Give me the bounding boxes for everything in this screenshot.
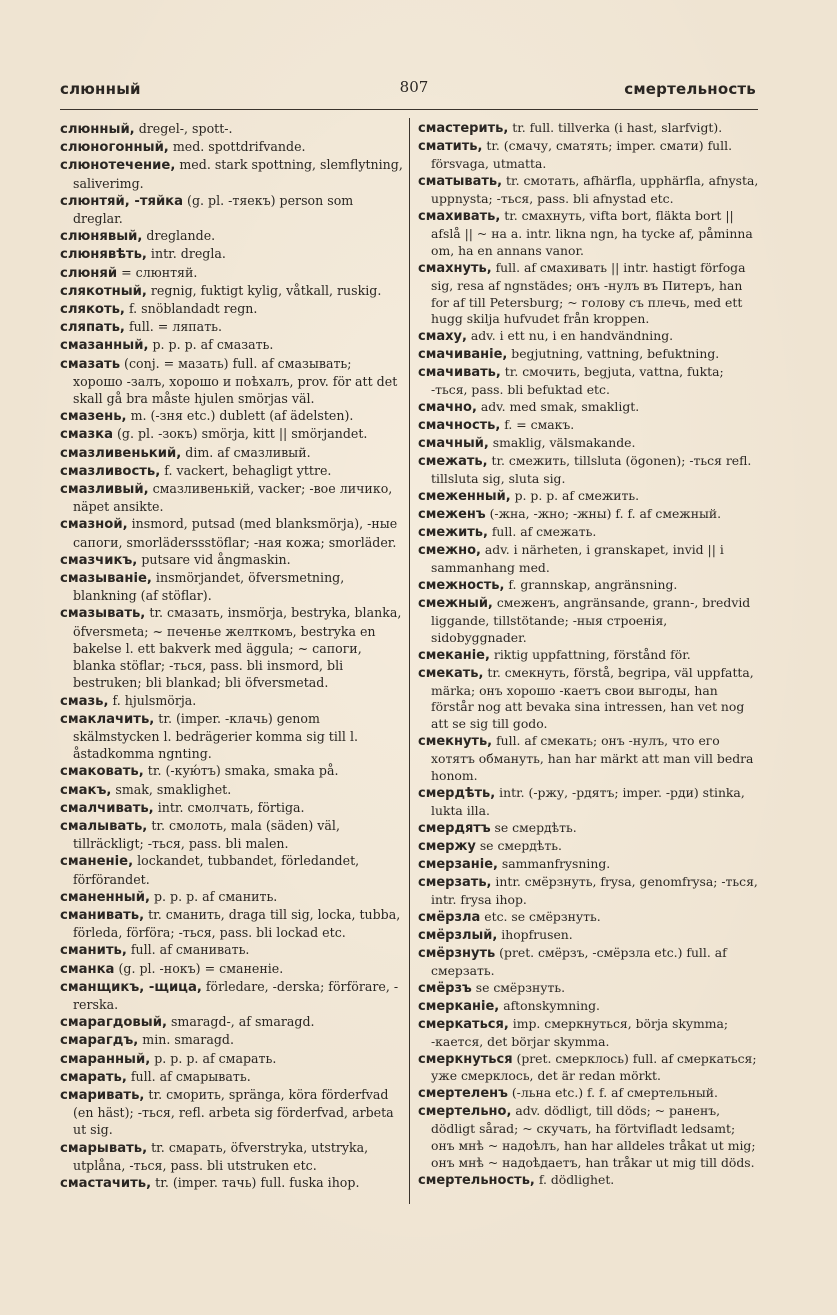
entry-headword: смёрзла (418, 909, 481, 925)
entry-headword: смазливый, (60, 482, 149, 498)
entry-headword: смачивать, (418, 365, 501, 381)
entry-definition: tr. смотать, afhärfla, upphärfla, afnysta, uppnysta; -ться, pass. bli afnystad etc. (431, 172, 759, 206)
entry-headword: смеженный, (418, 489, 511, 505)
entry-headword: смежно, (418, 542, 481, 558)
entry-definition: tr. (imper. -клачь) genom skälmstycken l. bedrägerier komma sig till l. åstadkomma ngnting. (73, 710, 358, 762)
dictionary-entry (60, 444, 403, 462)
dictionary-entry (418, 665, 759, 734)
entry-headword: смазанный, (60, 338, 149, 354)
entry-definition: tr. смекнуть, förstå, begripa, väl uppfatta, märka; онъ хорошо -каетъ свои выгоды, han förstår nog att bevaka sina intressen, han vet nog att se sig till godo. (431, 664, 754, 732)
dictionary-entry (60, 941, 403, 959)
entry-headword: смачно, (418, 400, 477, 416)
entry-definition: (pret. смёрзъ, -смёрзла etc.) full. af смерзать. (431, 944, 727, 978)
entry-headword: смеркаться, (418, 1016, 509, 1032)
entry-headword: сманщикъ, -щица, (60, 979, 202, 995)
entry-definition: med. stark spottning, slemflytning, saliverimg. (73, 157, 403, 191)
entry-definition: insmörjandet, öfversmetning, blankning (af stöflar). (73, 570, 345, 604)
entry-definition: intr. (-ржу, -рдятъ; imper. -рди) stinka, lukta illa. (431, 785, 745, 819)
entry-definition: смазливенькій, vacker; -вое личико, näpet ansikte. (73, 481, 393, 515)
dictionary-entry (418, 733, 759, 785)
dictionary-entry (418, 364, 759, 399)
entry-definition: etc. se смёрзнуть. (480, 908, 601, 924)
dictionary-entry (60, 799, 403, 817)
dictionary-entry (418, 595, 759, 647)
entry-definition: imp. смеркнуться, börja skymma; -кается, det börjar skymma. (431, 1015, 729, 1049)
dictionary-entry (418, 1016, 759, 1051)
dictionary-entry (60, 1174, 403, 1192)
entry-definition: p. p. p. af смарать. (150, 1050, 277, 1066)
entry-headword: смарать, (60, 1069, 127, 1085)
entry-headword: смачность, (418, 418, 501, 434)
entry-definition: regnig, fuktigt kylig, våtkall, ruskig. (146, 282, 382, 298)
entry-headword: сманивать, (60, 907, 145, 923)
dictionary-entry (418, 260, 759, 329)
entry-headword: смёрзнуть (418, 945, 496, 961)
dictionary-entry (60, 1031, 403, 1049)
entry-headword: смаранный, (60, 1051, 151, 1067)
left-column (60, 120, 403, 1192)
dictionary-entry (418, 328, 759, 346)
entry-definition: tr. смахнуть, vifta bort, fläkta bort || afslå || ~ на a. intr. likna ngn, ha tycke af, påminna om, ha en annans vanor. (431, 207, 753, 258)
dictionary-entry (418, 506, 759, 524)
header-rule (60, 109, 758, 110)
entry-definition: tr. смарать, öfverstryka, utstryka, utplåna, -ться, pass. bli utstruken etc. (73, 1139, 369, 1173)
entry-headword: смахивать, (418, 208, 501, 224)
entry-definition: smaklig, välsmakande. (488, 435, 636, 451)
dictionary-entry (60, 1068, 403, 1086)
entry-definition: tr. смежить, tillsluta (ögonen); -ться refl. tillsluta sig, sluta sig. (431, 453, 752, 487)
entry-definition: se смёрзнуть. (471, 979, 566, 995)
entry-definition: insmord, putsad (med blanksmörja), -ные сапоги, smorläderssstöflar; -ная кожа; smorläder. (73, 516, 398, 550)
entry-headword: слякотный, (60, 283, 147, 299)
entry-headword: смеканіе, (418, 647, 490, 663)
entry-definition: intr. dregla. (146, 246, 226, 262)
dictionary-entry (418, 173, 759, 208)
entry-definition: = слюнтяй. (117, 264, 198, 280)
page-header (60, 78, 756, 102)
dictionary-entry (60, 978, 403, 1013)
entry-headword: слюнный, (60, 122, 135, 137)
entry-headword: смазь, (60, 693, 109, 709)
dictionary-entry (60, 817, 403, 852)
entry-definition: smak, smaklighet. (111, 781, 232, 797)
dictionary-entry (60, 192, 403, 227)
right-guide-word: смертельность (624, 80, 756, 98)
entry-headword: смердятъ (418, 821, 491, 837)
entry-headword: смежность, (418, 577, 505, 593)
entry-definition: f. dödlighet. (534, 1172, 615, 1188)
entry-definition: (g. pl. -нокъ) = сманеніе. (114, 960, 284, 976)
entry-definition: tr. (-кую́тъ) smaka, smaka på. (143, 763, 339, 779)
entry-headword: смарагдовый, (60, 1015, 167, 1031)
dictionary-entry (418, 399, 759, 417)
entry-headword: смердѣть, (418, 786, 496, 802)
entry-definition: aftonskymning. (499, 997, 600, 1013)
entry-definition: (g. pl. -тяекъ) person som dreglar. (73, 192, 354, 227)
entry-headword: слюняй (60, 265, 118, 281)
entry-headword: смалывать, (60, 818, 148, 834)
entry-headword: смазать (60, 356, 121, 372)
entry-definition: full. af сманивать. (126, 942, 250, 958)
entry-definition: med. spottdrifvande. (168, 139, 306, 155)
entry-definition: tr. сморить, spränga, köra förderfvad (en häst); -ться, refl. arbeta sig förderfvad, arbeta ut sig. (73, 1086, 394, 1138)
entry-definition: se смердѣть. (475, 838, 562, 854)
entry-definition: f. snöblandadt regn. (124, 301, 258, 317)
entry-headword: смачный, (418, 436, 489, 452)
entry-definition: full. af смахивать || intr. hastigt förfoga sig, resa af ngnstädes; онъ -нулъ въ Питеръ, han for af till Petersburg; ~ голову съ плечь, med ett hugg skilja hufvudet från kroppen. (431, 259, 746, 327)
dictionary-entry (60, 480, 403, 515)
dictionary-entry (418, 785, 759, 820)
dictionary-entry (60, 515, 403, 550)
dictionary-entry (418, 980, 759, 998)
dictionary-entry (418, 208, 759, 260)
entry-definition: tr. смолоть, mala (säden) väl, tillräckligt; -ться, pass. bli malen. (73, 817, 340, 852)
entry-headword: смазной, (60, 517, 128, 533)
entry-headword: смекнуть, (418, 734, 493, 750)
entry-headword: смертельно, (418, 1104, 512, 1120)
entry-headword: смерзать, (418, 874, 492, 890)
dictionary-entry (418, 838, 759, 856)
dictionary-entry (60, 318, 403, 336)
entry-headword: смаривать, (60, 1087, 145, 1103)
dictionary-entry (60, 1086, 403, 1139)
dictionary-entry (418, 488, 759, 506)
entry-headword: слюнявѣть, (60, 247, 147, 263)
dictionary-entry (60, 156, 403, 191)
dictionary-entry (60, 1139, 403, 1174)
entry-headword: смалчивать, (60, 800, 154, 816)
entry-definition: full. af смарывать. (126, 1068, 251, 1084)
right-column (418, 120, 759, 1190)
entry-headword: сматить, (418, 138, 483, 154)
entry-definition: f. grannskap, angränsning. (504, 576, 678, 592)
entry-headword: слюнтяй, -тяйка (60, 193, 184, 209)
entry-headword: сманенный, (60, 889, 150, 905)
entry-headword: сманка (60, 961, 115, 977)
dictionary-entry (60, 462, 403, 480)
entry-definition: f. = смакъ. (500, 417, 575, 433)
entry-headword: смекать, (418, 665, 484, 681)
dictionary-entry (418, 435, 759, 453)
entry-definition: ihopfrusen. (497, 926, 573, 942)
entry-definition: adv. i närheten, i granskapet, invid || i sammanhang med. (431, 541, 724, 575)
dictionary-entry (60, 1013, 403, 1031)
entry-headword: смёрзлый, (418, 927, 498, 943)
entry-definition: f. hjulsmörja. (108, 692, 197, 708)
entry-definition: tr. (imper. тачь) full. fuska ihop. (151, 1174, 360, 1190)
page-number: 807 (399, 78, 429, 96)
dictionary-entry (60, 407, 403, 425)
entry-definition: putsare vid ångmaskin. (137, 551, 291, 567)
dictionary-entry (60, 692, 403, 710)
entry-definition: full. af смекать; онъ -нулъ, что его хотятъ обмануть, han har märkt att man vill bedra honom. (431, 733, 754, 784)
entry-definition: f. vackert, behagligt yttre. (160, 462, 332, 478)
entry-headword: смазливенький, (60, 445, 182, 461)
left-guide-word: слюнный (60, 80, 141, 98)
entry-headword: смаклачить, (60, 711, 155, 727)
dictionary-entry (418, 453, 759, 488)
dictionary-entry (418, 1172, 759, 1190)
entry-definition: intr. смёрзнуть, frysa, genomfrysa; -ться, intr. frysa ihop. (431, 873, 758, 907)
entry-definition: smaragd-, af smaragd. (166, 1014, 315, 1030)
entry-headword: сляпать, (60, 320, 125, 336)
entry-definition: sammanfrysning. (497, 856, 611, 872)
entry-definition: tr. смочить, begjuta, vattna, fukta; -ться, pass. bli befuktad etc. (431, 364, 724, 398)
entry-headword: слюногонный, (60, 140, 169, 156)
dictionary-entry (418, 998, 759, 1016)
dictionary-entry (418, 647, 759, 665)
dictionary-entry (60, 264, 403, 282)
entry-headword: смертельность, (418, 1173, 535, 1189)
dictionary-entry (60, 355, 403, 408)
entry-headword: смерканіе, (418, 998, 500, 1014)
entry-headword: смазень, (60, 409, 127, 425)
entry-headword: смазываніе, (60, 571, 152, 587)
entry-definition: p. p. p. af смазать. (148, 337, 274, 353)
column-divider (409, 118, 410, 1204)
entry-headword: смазчикъ, (60, 552, 138, 568)
entry-headword: смастерить, (418, 121, 509, 136)
dictionary-entry (60, 762, 403, 780)
entry-definition: (-жна, -жно; -жны) f. f. af смежный. (485, 505, 722, 521)
dictionary-entry (418, 346, 759, 364)
entry-headword: смазывать, (60, 606, 146, 622)
entry-headword: смачиваніе, (418, 347, 508, 363)
entry-headword: смаковать, (60, 764, 144, 780)
entry-definition: adv. med smak, smakligt. (476, 399, 640, 415)
entry-definition: m. (-зня etc.) dublett (af ädelsten). (126, 408, 354, 424)
entry-definition: p. p. p. af смежить. (510, 488, 640, 504)
dictionary-entry (418, 120, 759, 138)
entry-definition: смеженъ, angränsande, grann-, bredvid liggande, tillstötande; -ныя строенія, sidobyggnader. (431, 594, 751, 645)
entry-headword: смахнуть, (418, 260, 492, 276)
entry-definition: dreglande. (142, 228, 216, 244)
entry-headword: сманить, (60, 943, 127, 959)
entry-headword: смастачить, (60, 1175, 152, 1191)
entry-definition: (conj. = мазать) full. af смазывать; хорошо -залъ, хорошо и поѣхалъ, prov. för att det skall gå bra måste hjulen smörjas väl. (73, 355, 398, 407)
dictionary-entry (60, 336, 403, 354)
entry-definition: tr. full. tillverka (i hast, slarfvigt). (508, 120, 723, 135)
entry-definition: tr. смазать, insmörja, bestryka, blanka, öfversmeta; ~ печенье желткомъ, bestryka en bakelse l. ett bakverk med äggula; ~ сапоги, blanka stöflar; -ться, pass. bli insmord, bli bestruken; bli blankad; bli öfversmetad. (73, 605, 402, 691)
entry-definition: min. smaragd. (138, 1032, 234, 1048)
entry-definition: dregel-, spott-. (134, 121, 233, 136)
entry-headword: смеркнуться (418, 1051, 513, 1067)
dictionary-entry (418, 524, 759, 542)
dictionary-entry (418, 856, 759, 874)
entry-definition: tr. сманить, draga till sig, locka, tubba, förleda, förföra; -ться, pass. bli lockad etc. (73, 906, 401, 941)
entry-definition: se смердѣть. (490, 820, 577, 836)
entry-definition: adv. i ett nu, i en handvändning. (466, 328, 674, 344)
entry-headword: смержу (418, 839, 476, 855)
entry-headword: сманеніе, (60, 854, 134, 870)
dictionary-entry (418, 1051, 759, 1086)
entry-headword: смежать, (418, 454, 488, 470)
dictionary-entry (418, 1085, 759, 1103)
dictionary-entry (418, 820, 759, 838)
dictionary-entry (60, 604, 403, 691)
dictionary-entry (60, 1050, 403, 1068)
entry-definition: (pret. смерклось) full. af смеркаться; уже смерклось, det är redan mörkt. (431, 1050, 757, 1084)
entry-definition: dim. af смазливый. (181, 444, 311, 460)
entry-definition: tr. (смачу, сматять; imper. смати) full. försvaga, utmatta. (431, 137, 733, 171)
entry-definition: begjutning, vattning, befuktning. (507, 346, 720, 362)
entry-definition: p. p. p. af сманить. (149, 888, 278, 904)
dictionary-entry (60, 227, 403, 245)
dictionary-entry (60, 781, 403, 799)
entry-headword: смежить, (418, 524, 488, 540)
dictionary-entry (60, 569, 403, 604)
entry-definition: intr. смолчать, förtiga. (153, 799, 305, 815)
entry-headword: слюнотечение, (60, 158, 176, 174)
entry-definition: riktig uppfattning, förstånd för. (489, 646, 691, 662)
entry-definition: full. af смежать. (487, 523, 597, 539)
entry-headword: смертеленъ (418, 1086, 508, 1102)
entry-headword: смаху, (418, 329, 467, 345)
entry-definition: full. = ляпать. (124, 319, 223, 335)
dictionary-entry (60, 906, 403, 941)
dictionary-entry (60, 120, 403, 138)
dictionary-entry (60, 245, 403, 263)
entry-headword: смерзаніе, (418, 857, 498, 873)
dictionary-entry (60, 282, 403, 300)
entry-headword: слюнявый, (60, 229, 143, 245)
entry-headword: смазливость, (60, 463, 161, 479)
entry-headword: смазка (60, 427, 114, 443)
entry-definition: adv. dödligt, till döds; ~ раненъ, dödligt sårad; ~ скучать, ha förtvifladt ledsamt; онъ мнѣ ~ надоѣлъ, han har alldeles tråkat ut mig; онъ мнѣ ~ надоѣдаетъ, han tråkar ut mig till döds. (431, 1103, 756, 1171)
entry-headword: смеженъ (418, 506, 486, 522)
dictionary-entry (418, 909, 759, 927)
dictionary-entry (60, 300, 403, 318)
dictionary-entry (60, 551, 403, 569)
entry-headword: смакъ, (60, 782, 112, 798)
dictionary-entry (418, 577, 759, 595)
entry-headword: смарагдъ, (60, 1033, 139, 1049)
entry-headword: смежный, (418, 595, 493, 611)
dictionary-entry (418, 874, 759, 909)
entry-definition: lockandet, tubbandet, förledandet, förförandet. (73, 853, 360, 887)
dictionary-entry (418, 138, 759, 173)
entry-headword: сматывать, (418, 173, 503, 189)
entry-headword: смёрзъ (418, 980, 472, 996)
entry-definition: (-льна etc.) f. f. af смертельный. (507, 1085, 718, 1101)
entry-headword: слякоть, (60, 302, 125, 318)
dictionary-entry (60, 888, 403, 906)
entry-headword: смарывать, (60, 1140, 148, 1156)
dictionary-entry (418, 1103, 759, 1172)
dictionary-entry (60, 852, 403, 887)
entry-definition: förledare, -derska; förförare, -rerska. (73, 978, 399, 1012)
dictionary-entry (60, 710, 403, 763)
dictionary-entry (418, 542, 759, 577)
dictionary-entry (60, 960, 403, 978)
dictionary-entry (60, 138, 403, 156)
dictionary-entry (418, 927, 759, 945)
dictionary-entry (418, 417, 759, 435)
dictionary-entry (418, 945, 759, 980)
entry-definition: (g. pl. -зокъ) smörja, kitt || smörjandet. (113, 426, 368, 442)
dictionary-entry (60, 425, 403, 443)
